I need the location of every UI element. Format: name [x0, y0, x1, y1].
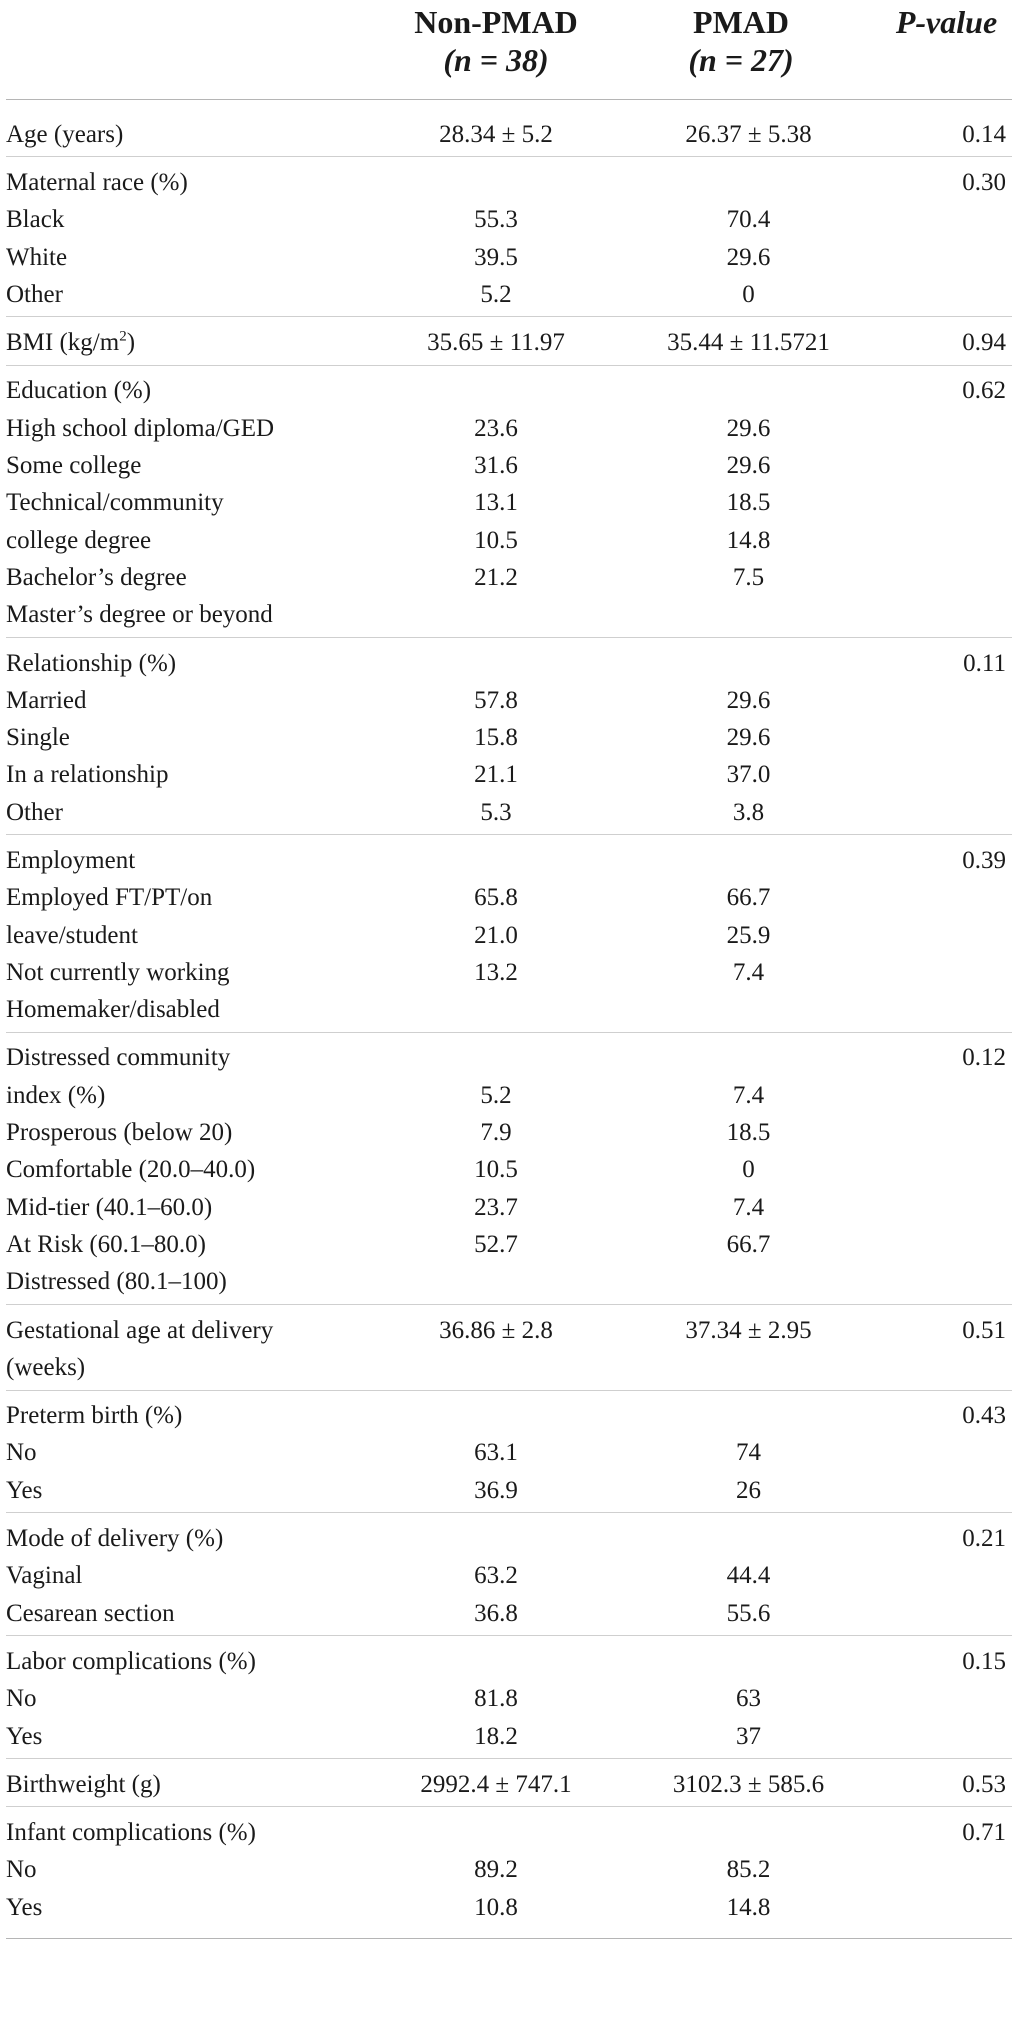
table-row — [6, 410, 1012, 447]
pmad-value: 14.8 — [726, 526, 771, 554]
table-row — [6, 485, 1012, 522]
pmad-value: 66.7 — [726, 1230, 771, 1258]
row-label: Yes — [6, 1893, 43, 1921]
row-label: No — [6, 1685, 37, 1713]
row-group — [6, 1806, 1012, 1939]
row-label: Homemaker/disabled — [6, 996, 220, 1024]
row-group — [6, 99, 1012, 156]
row-label: Preterm birth (%) — [6, 1402, 183, 1430]
pmad-value: 37.0 — [726, 761, 771, 789]
table-row — [6, 1681, 1012, 1718]
row-label: Some college — [6, 452, 142, 480]
table-row — [6, 1852, 1012, 1889]
column-header-pmad-n: (n = 27) — [688, 42, 794, 78]
table-row — [6, 1152, 1012, 1189]
pmad-value: 35.44 ± 11.5721 — [667, 329, 830, 357]
p-value: 0.11 — [963, 649, 1006, 677]
table-row — [6, 1040, 1012, 1077]
table-row — [6, 373, 1012, 410]
p-value: 0.94 — [962, 329, 1006, 357]
pmad-value: 29.6 — [726, 724, 771, 752]
p-value: 0.71 — [962, 1819, 1006, 1847]
table-row — [6, 1189, 1012, 1226]
row-label: Prosperous (below 20) — [6, 1119, 233, 1147]
pmad-value: 29.6 — [726, 452, 771, 480]
row-label: Master’s degree or beyond — [6, 601, 273, 629]
non-pmad-value: 13.2 — [474, 958, 518, 986]
table-row — [6, 719, 1012, 756]
p-value: 0.43 — [962, 1402, 1006, 1430]
pmad-value: 63 — [736, 1685, 761, 1713]
p-value: 0.15 — [962, 1647, 1006, 1675]
pmad-value: 25.9 — [726, 921, 771, 949]
non-pmad-value: 21.1 — [474, 761, 518, 789]
row-label: Comfortable (20.0–40.0) — [6, 1156, 256, 1184]
non-pmad-value: 23.6 — [474, 414, 518, 442]
table-row — [6, 1766, 1012, 1803]
row-label: Technical/community — [6, 489, 224, 517]
non-pmad-value: 2992.4 ± 747.1 — [420, 1770, 572, 1798]
table-row — [6, 1520, 1012, 1557]
pmad-value: 0 — [742, 280, 755, 308]
non-pmad-value: 36.9 — [474, 1476, 518, 1504]
row-group — [6, 834, 1012, 1031]
table-row — [6, 1472, 1012, 1509]
table-row — [6, 682, 1012, 719]
row-label: college degree — [6, 526, 152, 554]
row-group — [6, 1758, 1012, 1806]
pmad-value: 66.7 — [726, 884, 771, 912]
pmad-value: 44.4 — [726, 1562, 771, 1590]
table-row — [6, 1558, 1012, 1595]
non-pmad-value: 10.5 — [474, 526, 518, 554]
pmad-value: 29.6 — [726, 686, 771, 714]
row-label: Cesarean section — [6, 1599, 175, 1627]
p-value: 0.62 — [962, 377, 1006, 405]
non-pmad-value: 81.8 — [474, 1685, 518, 1713]
table-row — [6, 880, 1012, 917]
non-pmad-value: 28.34 ± 5.2 — [439, 120, 553, 148]
row-label: Not currently working — [6, 958, 230, 986]
p-value: 0.14 — [962, 120, 1006, 148]
row-group — [6, 316, 1012, 364]
column-header-pmad — [626, 3, 856, 79]
row-label: Black — [6, 206, 65, 234]
table-row — [6, 559, 1012, 596]
row-label: (weeks) — [6, 1353, 86, 1381]
pmad-value: 3.8 — [732, 798, 765, 826]
non-pmad-value: 10.5 — [474, 1156, 518, 1184]
row-group — [6, 1390, 1012, 1513]
column-header-non-pmad-name: Non-PMAD — [414, 4, 578, 40]
table-row — [6, 1718, 1012, 1755]
table-row — [6, 1814, 1012, 1851]
pmad-value: 37 — [736, 1722, 761, 1750]
non-pmad-value: 65.8 — [474, 884, 518, 912]
pmad-value: 3102.3 ± 585.6 — [672, 1770, 825, 1798]
row-group — [6, 1635, 1012, 1758]
pmad-value: 29.6 — [726, 414, 771, 442]
row-label: Other — [6, 280, 63, 308]
pmad-value: 18.5 — [726, 1119, 771, 1147]
row-label: Single — [6, 724, 70, 752]
row-label: Maternal race (%) — [6, 168, 188, 196]
table-row — [6, 1114, 1012, 1151]
row-group — [6, 1032, 1012, 1304]
row-label: Yes — [6, 1722, 43, 1750]
table-row — [6, 645, 1012, 682]
row-label: Education (%) — [6, 377, 152, 405]
row-label: High school diploma/GED — [6, 414, 275, 442]
table-row — [6, 842, 1012, 879]
non-pmad-value: 31.6 — [474, 452, 518, 480]
row-label: leave/student — [6, 921, 138, 949]
non-pmad-value: 52.7 — [474, 1230, 518, 1258]
table-row — [6, 1435, 1012, 1472]
row-label: Mode of delivery (%) — [6, 1525, 224, 1553]
column-header-non-pmad-n: (n = 38) — [443, 42, 549, 78]
table-row — [6, 917, 1012, 954]
row-group — [6, 156, 1012, 316]
non-pmad-value: 23.7 — [474, 1193, 518, 1221]
row-label: In a relationship — [6, 761, 169, 789]
row-label: Age (years) — [6, 120, 124, 148]
row-label: Vaginal — [6, 1562, 83, 1590]
table-row — [6, 757, 1012, 794]
non-pmad-value: 7.9 — [480, 1119, 512, 1147]
row-label: index (%) — [6, 1081, 106, 1109]
row-label: BMI $(kg/m^2)$ — [6, 328, 136, 357]
row-label: Employment — [6, 846, 136, 874]
pmad-value: 37.34 ± 2.95 — [685, 1316, 812, 1344]
row-label: Mid-tier (40.1–60.0) — [6, 1193, 213, 1221]
p-value: 0.21 — [962, 1525, 1006, 1553]
non-pmad-value: 10.8 — [474, 1893, 518, 1921]
non-pmad-value: 5.2 — [480, 1081, 512, 1109]
pmad-value: 29.6 — [726, 243, 771, 271]
pmad-value: 7.4 — [732, 958, 765, 986]
table-row — [6, 597, 1012, 634]
non-pmad-value: 36.8 — [474, 1599, 518, 1627]
table-row — [6, 954, 1012, 991]
pmad-value: 14.8 — [726, 1893, 771, 1921]
pmad-value: 55.6 — [726, 1599, 771, 1627]
non-pmad-value: 89.2 — [474, 1856, 518, 1884]
pmad-value: 7.4 — [732, 1193, 765, 1221]
row-label: Relationship (%) — [6, 649, 177, 677]
non-pmad-value: 63.1 — [474, 1439, 518, 1467]
non-pmad-value: 21.2 — [474, 563, 518, 591]
table-row — [6, 1643, 1012, 1680]
non-pmad-value: 5.3 — [480, 798, 512, 826]
row-label: Bachelor’s degree — [6, 563, 187, 591]
row-label: Infant complications (%) — [6, 1819, 256, 1847]
column-header-p-value: P-value — [895, 4, 998, 40]
table-row — [6, 164, 1012, 201]
pmad-value: 18.5 — [726, 489, 771, 517]
p-value: 0.53 — [962, 1770, 1006, 1798]
row-label: White — [6, 243, 68, 271]
data-table — [6, 0, 1012, 1939]
row-label: Employed FT/PT/on — [6, 884, 213, 912]
table-row — [6, 1226, 1012, 1263]
p-value: 0.30 — [962, 168, 1006, 196]
pmad-value: 0 — [742, 1156, 755, 1184]
row-group — [6, 1304, 1012, 1390]
row-label: Yes — [6, 1476, 43, 1504]
row-label: Distressed community — [6, 1044, 231, 1072]
row-label: Distressed (80.1–100) — [6, 1268, 227, 1296]
non-pmad-value: 21.0 — [474, 921, 518, 949]
non-pmad-value: 15.8 — [474, 724, 518, 752]
column-header-non-pmad — [381, 3, 611, 79]
pmad-value: 26 — [736, 1476, 761, 1504]
table-row — [6, 1077, 1012, 1114]
row-label: At Risk (60.1–80.0) — [6, 1230, 206, 1258]
table-row — [6, 1398, 1012, 1435]
table-row — [6, 276, 1012, 313]
table-row — [6, 239, 1012, 276]
table-row — [6, 116, 1012, 153]
row-group — [6, 637, 1012, 834]
row-label: Birthweight (g) — [6, 1770, 161, 1798]
table-body — [6, 99, 1012, 1939]
row-label: No — [6, 1439, 37, 1467]
p-value: 0.51 — [962, 1316, 1006, 1344]
non-pmad-value: 57.8 — [474, 686, 518, 714]
pmad-value: 7.5 — [732, 563, 765, 591]
table-row — [6, 1889, 1012, 1926]
table-row — [6, 202, 1012, 239]
non-pmad-value: 63.2 — [474, 1562, 518, 1590]
non-pmad-value: 36.86 ± 2.8 — [439, 1316, 553, 1344]
pmad-value: 26.37 ± 5.38 — [685, 120, 812, 148]
column-header-pmad-name: PMAD — [693, 4, 789, 40]
non-pmad-value: 5.2 — [480, 280, 512, 308]
pmad-value: 70.4 — [726, 206, 771, 234]
row-group — [6, 365, 1012, 637]
table-row — [6, 1264, 1012, 1301]
non-pmad-value: 55.3 — [474, 206, 518, 234]
row-label: Labor complications (%) — [6, 1647, 256, 1675]
table-row — [6, 1312, 1012, 1349]
p-value: 0.12 — [962, 1044, 1006, 1072]
p-value: 0.39 — [962, 846, 1006, 874]
row-label: Other — [6, 798, 63, 826]
row-label: Married — [6, 686, 87, 714]
row-label: Gestational age at delivery — [6, 1316, 274, 1344]
row-group — [6, 1512, 1012, 1635]
pmad-value: 85.2 — [726, 1856, 771, 1884]
pmad-value: 74 — [736, 1439, 761, 1467]
table-row — [6, 992, 1012, 1029]
table-row — [6, 1349, 1012, 1386]
table-header — [6, 0, 1012, 99]
table-row — [6, 522, 1012, 559]
non-pmad-value: 18.2 — [474, 1722, 518, 1750]
table-row — [6, 1595, 1012, 1632]
table-row — [6, 447, 1012, 484]
table-row — [6, 324, 1012, 361]
non-pmad-value: 39.5 — [474, 243, 518, 271]
non-pmad-value: 13.1 — [474, 489, 518, 517]
table-row — [6, 794, 1012, 831]
pmad-value: 7.4 — [732, 1081, 765, 1109]
row-label: No — [6, 1856, 37, 1884]
non-pmad-value: 35.65 ± 11.97 — [427, 329, 565, 357]
